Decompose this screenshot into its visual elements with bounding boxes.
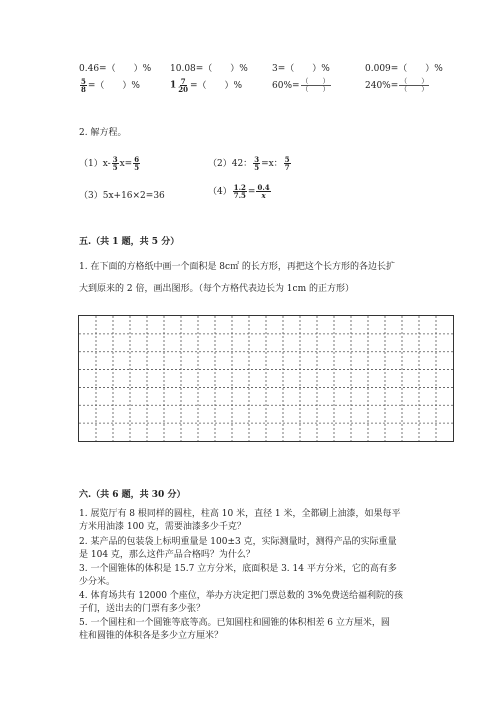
conv-item-1: 0.46=（ ）% xyxy=(79,64,152,74)
equation-2: （2）42： $\frac{3}{5}$ =x： $\frac{5}{7}$ xyxy=(208,155,290,172)
conv-item-8: 240%= $\frac{( )}{( )}$ xyxy=(365,77,429,93)
equation-4: （4） $\frac{1.2}{7.5}$ = $\frac{0.4}{x}$ xyxy=(208,183,270,200)
s6-question-5-line-1: 5. 一个圆柱和一个圆锥等底等高。已知圆柱和圆锥的体积相差 6 立方厘米，圆 xyxy=(79,618,390,628)
conv-item-5: $\frac{5}{8}$ =（ ）% xyxy=(81,77,140,94)
s5-question-line-1: 1. 在下面的方格纸中画一个面积是 8c㎡ 的长方形，再把这个长方形的各边长扩 xyxy=(79,262,395,272)
s6-question-3-line-1: 3. 一个圆锥体的体积是 15.7 立方分米，底面积是 3. 14 平方分米，它的高有多 xyxy=(79,564,397,574)
s6-question-3-line-2: 少分米。 xyxy=(79,577,116,587)
section-6-title: 六.（共 6 题，共 30 分） xyxy=(79,490,186,500)
conv-item-7: 60%= $\frac{( )}{( )}$ xyxy=(272,77,330,93)
s6-question-1-line-2: 方米用油漆 100 克，需要油漆多少千克？ xyxy=(79,522,246,532)
equation-1: （1）x- $\frac{3}{5}$ x= $\frac{6}{5}$ xyxy=(79,155,140,172)
s6-question-4-line-2: 子们，送出去的门票有多少张？ xyxy=(79,604,206,614)
s6-question-5-line-2: 柱和圆锥的体积各是多少立方厘米？ xyxy=(79,631,224,641)
section-5-title: 五.（共 1 题，共 5 分） xyxy=(79,237,180,247)
conv-item-3: 3=（ ）% xyxy=(272,64,330,74)
s6-question-2-line-2: 是 104 克，那么这件产品合格吗？为什么？ xyxy=(79,550,255,560)
s6-question-1-line-1: 1. 展览厅有 8 根同样的圆柱，柱高 10 米，直径 1 米，全都刷上油漆，如果每平 xyxy=(79,509,401,519)
grid-lines xyxy=(79,316,453,441)
equations-heading: 2. 解方程。 xyxy=(79,128,127,138)
s6-question-2-line-1: 2. 某产品的包装袋上标明重量是 100±3 克，实际测量时，测得产品的实际重量 xyxy=(79,537,397,547)
s6-question-4-line-1: 4. 体育场共有 12000 个座位，举办方决定把门票总数的 3%免费送给福利院的孩 xyxy=(79,591,403,601)
equation-3: （3）5x+16×2=36 xyxy=(79,191,165,201)
conv-item-4: 0.009=（ ）% xyxy=(365,64,443,74)
grid-paper xyxy=(78,315,454,442)
conv-item-2: 10.08=（ ）% xyxy=(170,64,248,74)
s5-question-line-2: 大到原来的 2 倍，画出图形。（每个方格代表边长为 1cm 的正方形） xyxy=(79,284,354,294)
conv-item-6: 1 $\frac{7}{20}$ =（ ）% xyxy=(170,77,243,94)
